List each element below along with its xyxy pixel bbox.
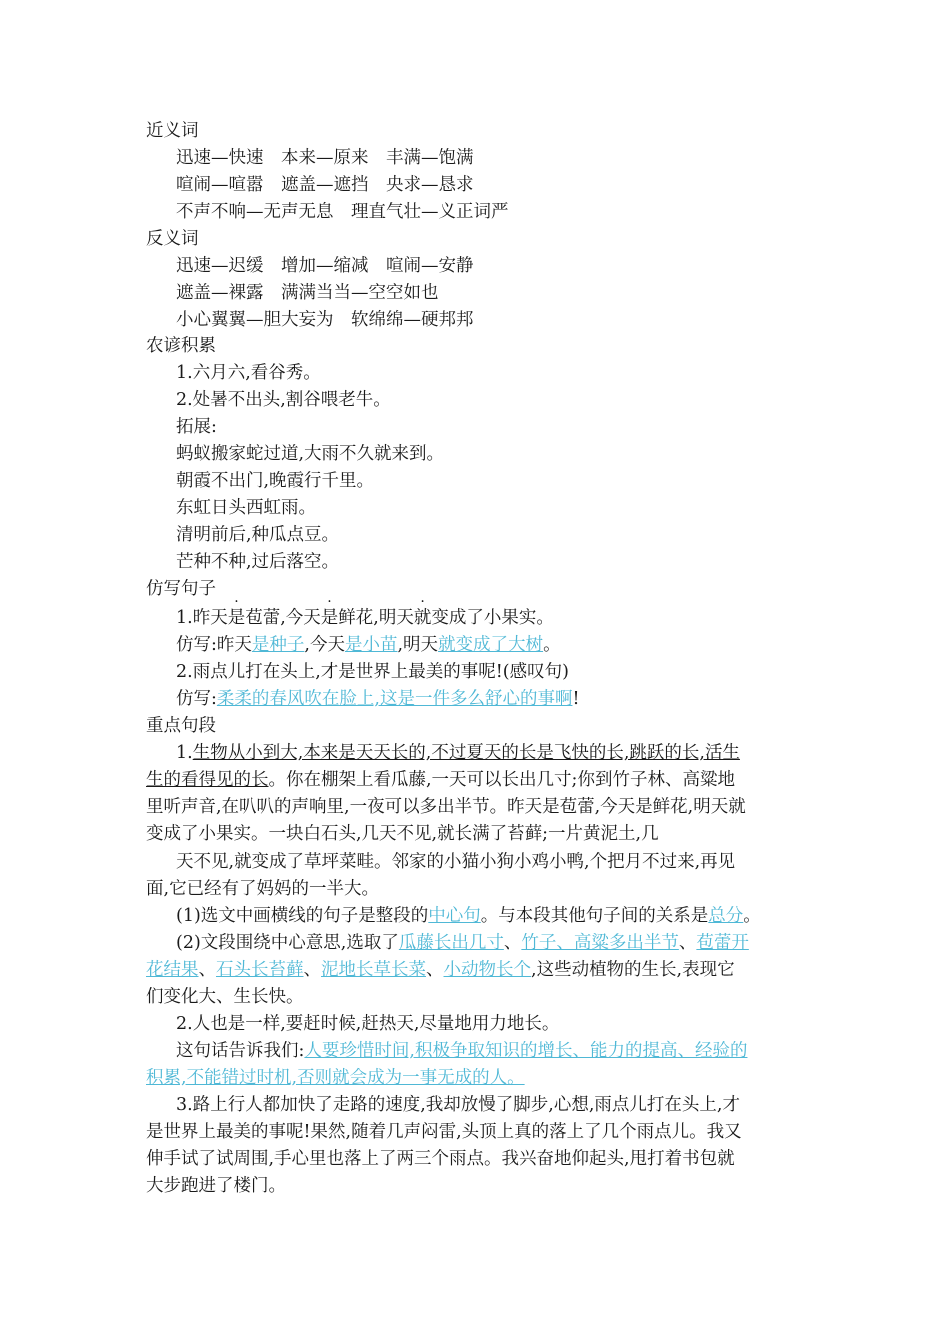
passage-line — [176, 742, 740, 764]
answer-blank: 人要珍惜时间,积极争取知识的增长、能力的提高、经验的 — [304, 1041, 748, 1061]
emphasis-dot-char: 是 — [320, 608, 339, 628]
text-segment: 1.昨天 — [176, 608, 228, 628]
text-segment: 、 — [426, 960, 444, 980]
answer-label: 仿写:昨天 — [176, 635, 252, 655]
answer-blank: 苞蕾开 — [696, 933, 749, 953]
proverb-ext-item: 朝霞不出门,晚霞行千里。 — [176, 471, 375, 491]
answer-label: 仿写: — [176, 689, 217, 709]
synonyms-heading: 近义词 — [146, 121, 199, 141]
text-segment: ,这些动植物的生长,表现它 — [531, 960, 735, 980]
underlined-sentence: 生的看得见的长 — [146, 770, 269, 790]
answer-blank: 就变成了大树 — [438, 635, 544, 655]
imitation-sentence-1 — [176, 607, 554, 629]
question-2 — [176, 932, 749, 954]
answer-blank: 石头长苔藓 — [216, 960, 304, 980]
text-segment: ,明天 — [373, 608, 414, 628]
synonym-row: 喧闹—喧嚣 遮盖—遮挡 央求—恳求 — [176, 175, 474, 195]
text-segment: 苞蕾 — [245, 608, 281, 628]
question-2-cont — [146, 959, 735, 981]
text-segment: 。你在棚架上看瓜藤,一天可以长出几寸;你到竹子林、高粱地 — [268, 770, 735, 790]
key-passage-heading: 重点句段 — [146, 716, 216, 736]
proverb-ext-item: 东虹日头西虹雨。 — [176, 498, 316, 518]
answer-blank: 是小苗 — [344, 635, 398, 655]
answer-blank: 柔柔的春风吹在脸上,这是一件多么舒心的事啊 — [216, 689, 573, 709]
text-segment: ,今天 — [304, 635, 345, 655]
passage-line: 里听声音,在叭叭的声响里,一夜可以多出半节。昨天是苞蕾,今天是鲜花,明天就 — [146, 797, 746, 817]
answer-blank: 小动物长个 — [443, 960, 531, 980]
question-1 — [176, 905, 761, 927]
text-segment: 、 — [303, 960, 321, 980]
proverbs-heading: 农谚积累 — [146, 336, 216, 356]
antonym-row: 迅速—迟缓 增加—缩减 喧闹—安静 — [176, 256, 474, 276]
question-2-cont: 们变化大、生长快。 — [146, 987, 304, 1007]
text-segment: 鲜花 — [338, 608, 374, 628]
answer-blank: 中心句 — [428, 906, 481, 926]
answer-blank: 花结果 — [146, 960, 199, 980]
text-segment: (1)选文中画横线的句子是整段的 — [176, 906, 429, 926]
answer-blank: 总分 — [708, 906, 744, 926]
text-segment: 这句话告诉我们: — [176, 1041, 305, 1061]
proverb-item: 1.六月六,看谷秀。 — [176, 363, 321, 383]
passage-line: 面,它已经有了妈妈的一半大。 — [146, 879, 380, 899]
text-segment: 1. — [176, 743, 193, 763]
text-segment: (2)文段围绕中心意思,选取了 — [176, 933, 399, 953]
imitation-answer-2 — [176, 688, 580, 710]
passage-2-question — [176, 1040, 747, 1062]
imitation-answer-1 — [176, 634, 561, 656]
answer-blank: 积累,不能错过时机,否则就会成为一事无成的人。 — [146, 1068, 525, 1088]
text-segment: 、 — [503, 933, 522, 953]
text-segment: 、 — [678, 933, 697, 953]
emphasis-dot-char: 就 — [413, 608, 432, 628]
answer-blank: 泥地长草长菜 — [321, 960, 426, 980]
text-segment: ,今天 — [280, 608, 321, 628]
passage-line: 变成了小果实。一块白石头,几天不见,就长满了苔藓;一片黄泥土,几 — [146, 824, 659, 844]
imitation-sentence-2: 2.雨点儿打在头上,才是世界上最美的事呢!(感叹句) — [176, 662, 569, 682]
emphasis-dot-char: 是 — [227, 608, 246, 628]
answer-blank: 竹子、高粱多出半节 — [521, 933, 679, 953]
text-segment: 变成了小果实。 — [431, 608, 554, 628]
text-segment: 、 — [198, 960, 216, 980]
passage-2-question-cont — [146, 1067, 525, 1089]
passage-line: 是世界上最美的事呢!果然,随着几声闷雷,头顶上真的落上了几个雨点儿。我又 — [146, 1122, 742, 1142]
extension-label: 拓展: — [176, 417, 217, 437]
passage-2: 2.人也是一样,要赶时候,赶热天,尽量地用力地长。 — [176, 1014, 560, 1034]
antonym-row: 遮盖—裸露 满满当当—空空如也 — [176, 283, 439, 303]
text-segment: ,明天 — [397, 635, 439, 655]
proverb-item: 2.处暑不出头,割谷喂老牛。 — [176, 390, 391, 410]
passage-line: 3.路上行人都加快了走路的速度,我却放慢了脚步,心想,雨点儿打在头上,才 — [176, 1095, 740, 1115]
passage-line — [146, 769, 735, 791]
text-segment: 。 — [543, 635, 561, 655]
passage-line: 大步跑进了楼门。 — [146, 1176, 286, 1196]
synonym-row: 不声不响—无声无息 理直气壮—义正词严 — [176, 202, 509, 222]
text-segment: 。 — [743, 906, 761, 926]
antonyms-heading: 反义词 — [146, 229, 199, 249]
antonym-row: 小心翼翼—胆大妄为 软绵绵—硬邦邦 — [176, 310, 474, 330]
answer-blank: 是种子 — [251, 635, 305, 655]
underlined-sentence: 生物从小到大,本来是天天长的,不过夏天的长是飞快的长,跳跃的长,活生 — [192, 743, 740, 763]
proverb-ext-item: 芒种不种,过后落空。 — [176, 552, 340, 572]
proverb-ext-item: 蚂蚁搬家蛇过道,大雨不久就来到。 — [176, 444, 445, 464]
imitation-heading: 仿写句子 — [146, 579, 216, 599]
synonym-row: 迅速—快速 本来—原来 丰满—饱满 — [176, 148, 474, 168]
text-segment: ! — [572, 689, 580, 709]
passage-line: 天不见,就变成了草坪菜畦。邻家的小猫小狗小鸡小鸭,个把月不过来,再见 — [176, 852, 736, 872]
proverb-ext-item: 清明前后,种瓜点豆。 — [176, 525, 340, 545]
answer-blank: 瓜藤长出几寸 — [398, 933, 504, 953]
passage-line: 伸手试了试周围,手心里也落上了两三个雨点。我兴奋地仰起头,甩打着书包就 — [146, 1149, 735, 1169]
text-segment: 。与本段其他句子间的关系是 — [480, 906, 709, 926]
